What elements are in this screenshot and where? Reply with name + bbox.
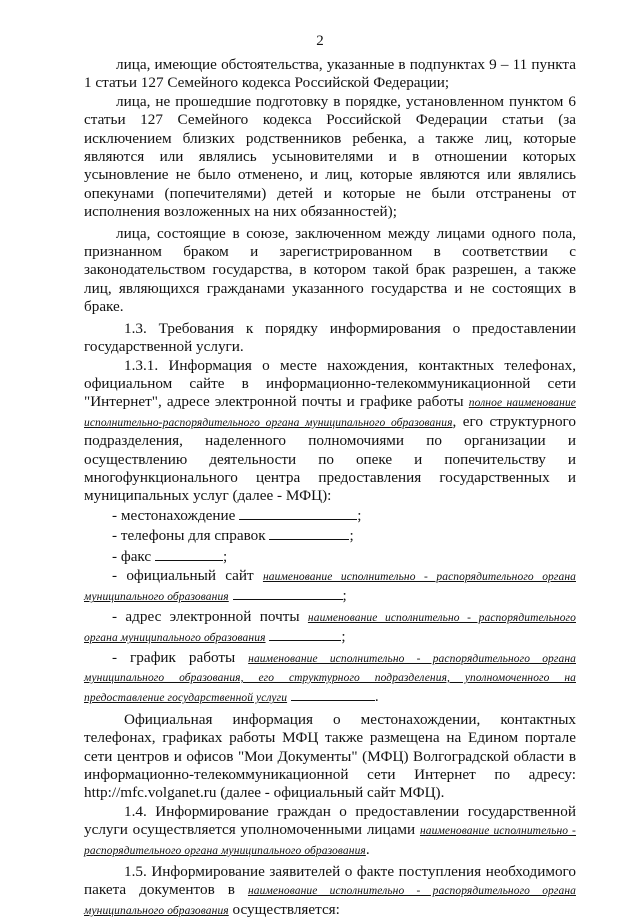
list-punct: ; bbox=[349, 527, 354, 545]
list-punct: ; bbox=[222, 547, 228, 565]
list-item-site bbox=[84, 567, 576, 607]
list-item-location bbox=[112, 506, 576, 525]
section-1-3-heading: 1.3. Требования к порядку информирования о предоставлении государственной услуги. bbox=[84, 319, 576, 356]
list-punct: ; bbox=[341, 628, 346, 646]
section-1-5-text-a: 1.5. Информирование заявителей о факте поступления необходимого пакета документов в bbox=[84, 863, 576, 899]
handwritten-placeholder: наименование исполнительно - распорядительного органа муниципального образования bbox=[84, 885, 576, 917]
list-punct: . bbox=[374, 688, 379, 706]
paragraph-ineligible-persons-2: лица, не прошедшие подготовку в порядке, установленном пунктом 6 статьи 127 Семейного кодекса Российской Федерации статьи (за исключением близких родственников ребенка, а также лиц, которые являются или являлись усыновителями и в отношении которых усыновление не было отменено, и лиц, которые являются или являлись опекунами (попечителями) детей и которые не были отстранены от исполнения возложенных на них обязанностей); bbox=[84, 92, 576, 221]
list-item-fax-label: - факс bbox=[112, 547, 152, 565]
list-item-site-label: - официальный сайт bbox=[112, 566, 263, 584]
page-number: 2 bbox=[316, 33, 324, 49]
section-1-5-text-b: осуществляется: bbox=[228, 900, 340, 918]
list-item-schedule bbox=[84, 649, 576, 708]
paragraph-ineligible-persons-1: лица, имеющие обстоятельства, указанные в подпунктах 9 – 11 пункта 1 статьи 127 Семейного кодекса Российской Федерации; bbox=[84, 56, 576, 92]
paragraph-ineligible-persons-3: лица, состоящие в союзе, заключенном между лицами одного пола, признанном браком и зарегистрированном в соответствии с законодательством государства, в котором такой брак разрешен, а также лиц, являющихся гражданами указанного государства и не состоящих в браке. bbox=[84, 224, 576, 316]
handwritten-placeholder: наименование исполнительно - распорядительного органа муниципального образования, его структурного подразделения, уполномоченного на предоставление государственной услуги bbox=[84, 652, 576, 705]
section-1-4-text-a: 1.4. Информирование граждан о предоставлении государственной услуги осуществляется уполномоченными лицами bbox=[84, 802, 576, 839]
handwritten-placeholder: наименование исполнительно - распорядительного органа муниципального образования bbox=[84, 570, 576, 604]
handwritten-placeholder: наименование исполнительно - распорядительного органа муниципального образования bbox=[84, 611, 576, 645]
list-punct: ; bbox=[342, 587, 347, 605]
list-item-email bbox=[84, 608, 576, 648]
document-body bbox=[84, 56, 576, 920]
list-punct: ; bbox=[357, 506, 362, 524]
list-item-email-label: - адрес электронной почты bbox=[112, 607, 308, 625]
section-1-5 bbox=[84, 863, 576, 920]
section-1-3-1-text-a: 1.3.1. Информация о месте нахождения, контактных телефонах, официальном сайте в информационно-телекоммуникационной сети "Интернет", адресе электронной почты и графике работы bbox=[84, 356, 576, 411]
handwritten-placeholder: полное наименование исполнительно-распорядительного органа муниципального образования bbox=[84, 397, 577, 429]
list-item-phones bbox=[112, 526, 576, 545]
contact-info-list bbox=[112, 506, 576, 566]
section-1-3-1-text-b: , его структурного подразделения, наделенного полномочиями по организации и осуществлению деятельности по опеке и попечительству и многофункционального центра предоставления государственных и муниципальных услуг (далее - МФЦ): bbox=[84, 412, 576, 505]
list-item-schedule-label: - график работы bbox=[112, 648, 249, 666]
blank-field bbox=[269, 627, 341, 641]
section-1-3-1 bbox=[84, 357, 576, 506]
blank-field bbox=[155, 547, 223, 561]
blank-field bbox=[239, 506, 357, 520]
blank-field bbox=[233, 586, 343, 600]
section-1-4 bbox=[84, 803, 576, 860]
blank-field bbox=[269, 526, 349, 540]
paragraph-official-info: Официальная информация о местонахождении, контактных телефонах, графиках работы МФЦ также размещена на Едином портале сети центров и офисов "Мои Документы" (МФЦ) Волгоградской области в информационно-телекоммуникационной сети Интернет по адресу: http://mfc.volganet.ru (далее - официальный сайт МФЦ). bbox=[84, 710, 576, 802]
list-item-location-label: - местонахождение bbox=[112, 506, 236, 524]
section-1-4-text-b: . bbox=[365, 840, 370, 858]
list-item-fax bbox=[112, 547, 576, 566]
handwritten-placeholder: наименование исполнительно - распорядительного органа муниципального образования bbox=[84, 825, 576, 857]
list-item-phones-label: - телефоны для справок bbox=[112, 527, 266, 545]
blank-field bbox=[291, 687, 375, 701]
